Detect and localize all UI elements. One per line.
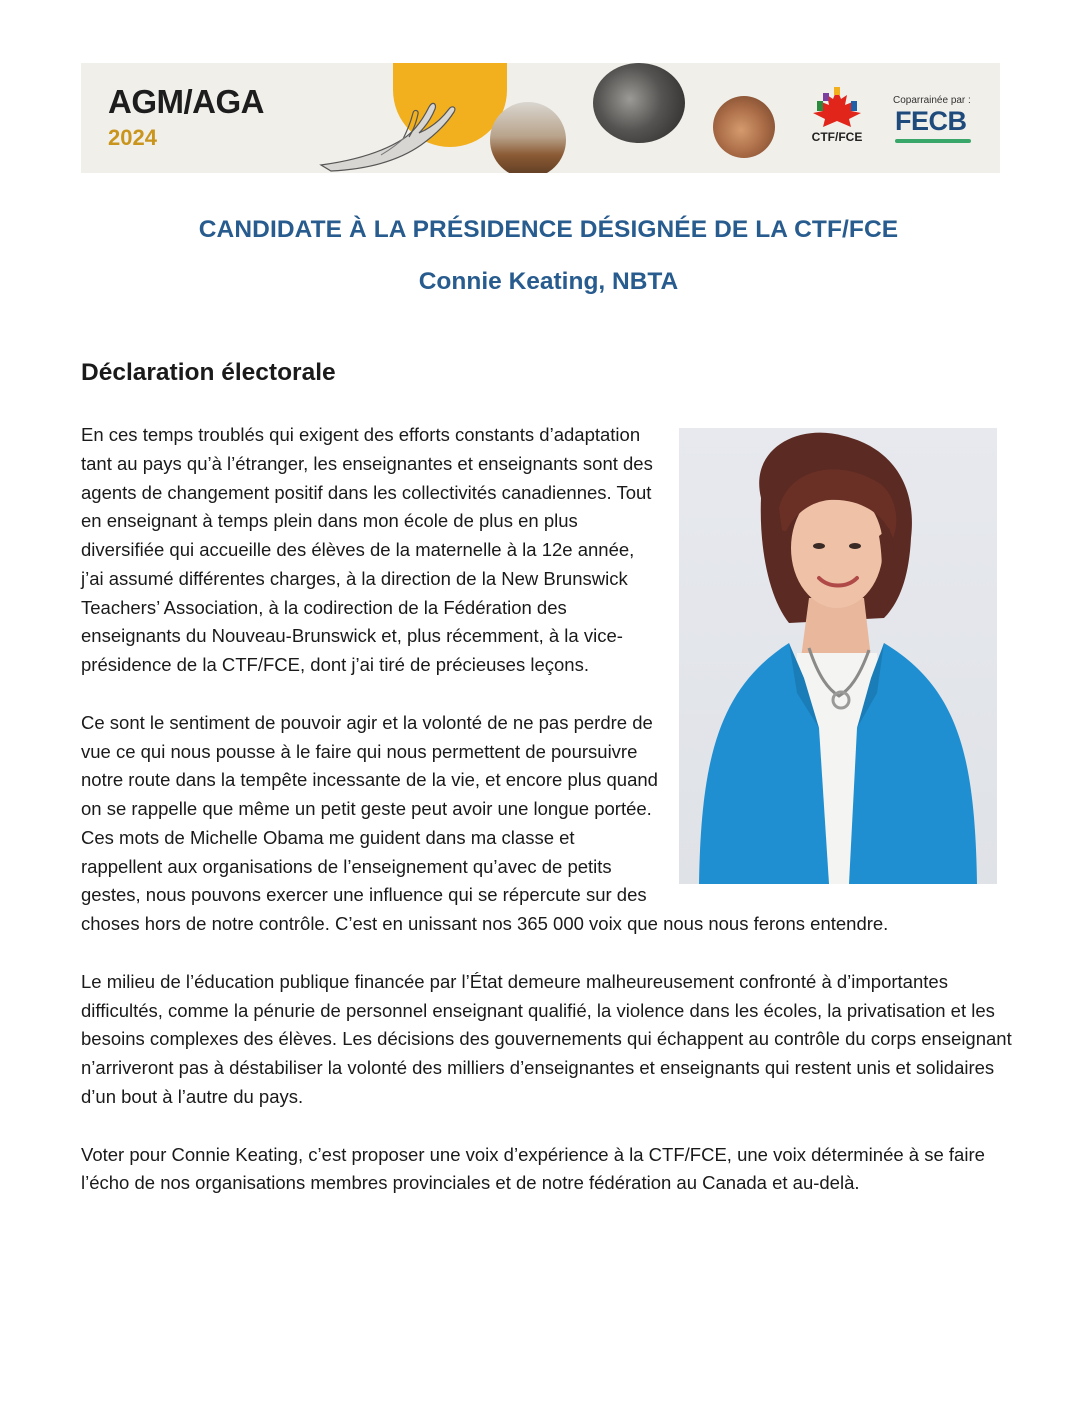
page-title: CANDIDATE À LA PRÉSIDENCE DÉSIGNÉE DE LA CTF/FCE: [198, 216, 899, 243]
paragraph: Le milieu de l’éducation publique financée par l’État demeure malheureusement confronté à d’importantes difficultés, comme la pénurie de personnel enseignant qualifié, la violence dans les écoles, la privatisation et les besoins complexes des élèves. Les décisions des gouvernements qui échappent au contrôle du corps enseignant n’arriveront pas à déstabiliser la volonté des milliers d’enseignantes et enseignants qui restent unis et solidaires d’un bout à l’autre du pays.: [81, 970, 1012, 1107]
ctf-fce-logo: [805, 87, 869, 144]
paragraph: Voter pour Connie Keating, c’est proposer une voix d’expérience à la CTF/FCE, une voix déterminée à se faire l’écho de nos organisations membres provinciales et de notre fédération au Canada et au-delà.: [81, 1143, 985, 1194]
section-heading: Déclaration électorale: [81, 359, 336, 386]
ctf-fce-label: CTF/FCE: [811, 130, 863, 144]
banner-title: AGM/AGA: [108, 83, 264, 120]
cosponsor-label: Coparrainée par :: [893, 95, 971, 106]
fecb-underline: [895, 139, 971, 143]
candidate-name: Connie Keating, NBTA: [418, 268, 679, 295]
hands-photo: [713, 96, 775, 158]
banner-year: 2024: [108, 125, 157, 150]
candidate-portrait: [679, 428, 997, 884]
agm-banner: [81, 63, 1000, 173]
protest-photo: [593, 63, 685, 143]
classroom-photo: [490, 102, 566, 173]
maple-leaf-icon: [809, 87, 865, 129]
hand-graphic: [311, 73, 461, 173]
paragraph: En ces temps troublés qui exigent des efforts constants d’adaptation tant au pays qu’à l’étranger, les enseignantes et enseignants sont des agents de changement positif dans les collectivités canadiennes. Tout en enseignant à temps plein dans mon école de plus en plus diversifiée qui accueille des élèves de la maternelle à la 12e année, j’ai assumé différentes charges, à la direction de la New Brunswick Teachers’ Association, à la codirection de la Fédération des enseignants du Nouveau-Brunswick et, plus récemment, à la vice-présidence de la CTF/FCE, dont j’ai tiré de précieuses leçons.: [81, 424, 653, 675]
statement-body: [81, 421, 1016, 1227]
paragraph: Ce sont le sentiment de pouvoir agir et la volonté de ne pas perdre de vue ce qui nous pousse à le faire qui nous permettent de poursuivre notre route dans la tempête incessante de la vie, et encore plus quand on se rappelle que même un petit geste peut avoir une longue portée. Ces mots de Michelle Obama me guident dans ma classe et rappellent aux organisations de l’enseignement qu’avec de petits gestes, nous pouvons exercer une influence qui se répercute sur des choses hors de notre contrôle. C’est en unissant nos 365 000 voix que nous nous ferons entendre.: [81, 711, 889, 934]
fecb-logo: FECB: [895, 106, 967, 136]
